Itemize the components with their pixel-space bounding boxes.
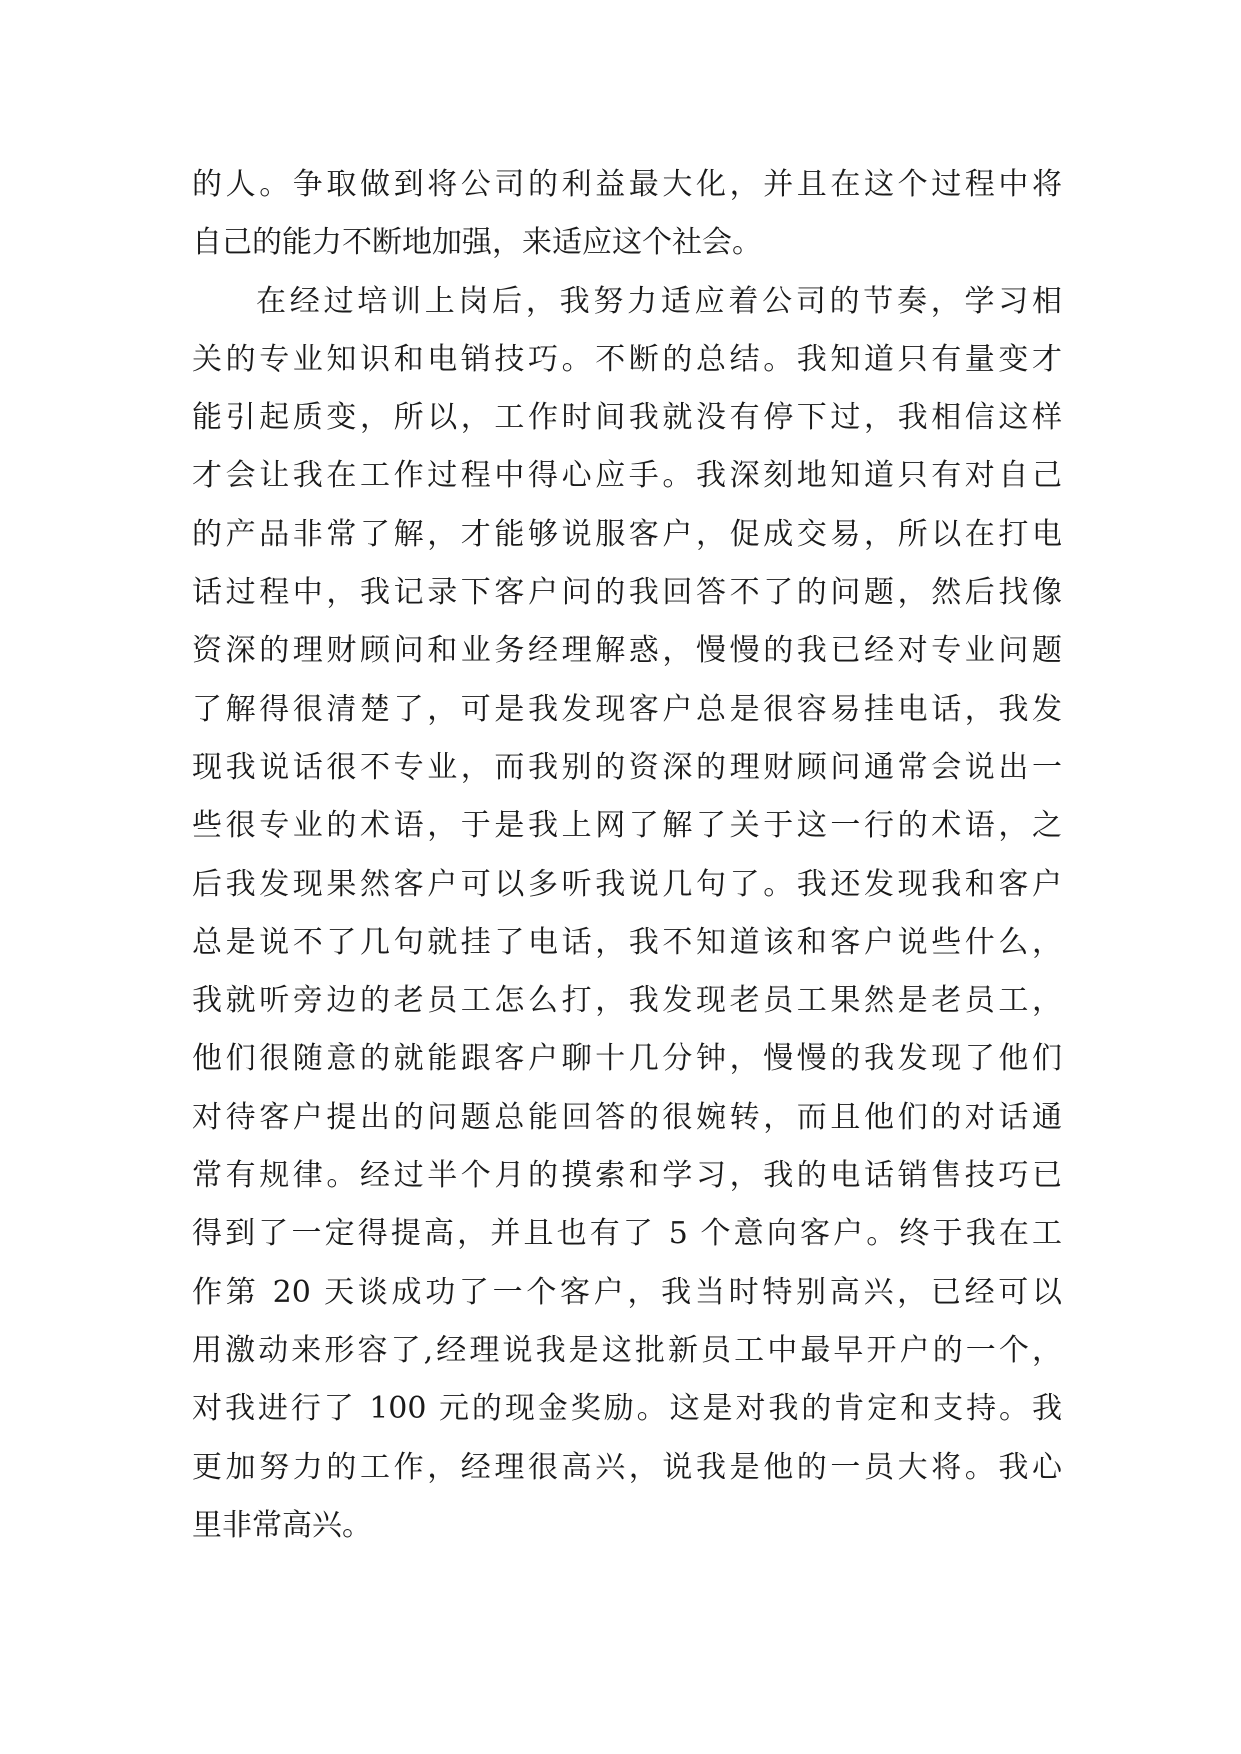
text-line: 作第 20 天谈成功了一个客户，我当时特别高兴，已经可以 <box>192 1274 1062 1310</box>
text-line: 现我说话很不专业，而我别的资深的理财顾问通常会说出一 <box>192 749 1062 785</box>
text-line: 些很专业的术语，于是我上网了解了关于这一行的术语，之 <box>192 808 1062 844</box>
text-line: 总是说不了几句就挂了电话，我不知道该和客户说些什么， <box>192 924 1062 960</box>
text-line: 得到了一定得提高，并且也有了 5 个意向客户。终于我在工 <box>192 1216 1062 1252</box>
paragraph <box>192 273 1062 1556</box>
text-line: 了解得很清楚了，可是我发现客户总是很容易挂电话，我发 <box>192 691 1062 727</box>
text-line: 对我进行了 100 元的现金奖励。这是对我的肯定和支持。我 <box>192 1391 1062 1427</box>
text-line: 自己的能力不断地加强，来适应这个社会。 <box>192 225 762 261</box>
text-line: 在经过培训上岗后，我努力适应着公司的节奏，学习相 <box>256 283 1062 319</box>
text-line: 才会让我在工作过程中得心应手。我深刻地知道只有对自己 <box>192 458 1062 494</box>
text-line: 常有规律。经过半个月的摸索和学习，我的电话销售技巧已 <box>192 1158 1062 1194</box>
text-line: 我就听旁边的老员工怎么打，我发现老员工果然是老员工， <box>192 983 1062 1019</box>
text-line: 能引起质变，所以，工作时间我就没有停下过，我相信这样 <box>192 400 1062 436</box>
document-body <box>192 156 1062 1555</box>
text-line: 后我发现果然客户可以多听我说几句了。我还发现我和客户 <box>192 866 1062 902</box>
text-line: 对待客户提出的问题总能回答的很婉转，而且他们的对话通 <box>192 1099 1062 1135</box>
text-line: 更加努力的工作，经理很高兴，说我是他的一员大将。我心 <box>192 1449 1062 1485</box>
text-line: 的人。争取做到将公司的利益最大化，并且在这个过程中将 <box>192 167 1062 202</box>
text-line: 资深的理财顾问和业务经理解惑，慢慢的我已经对专业问题 <box>192 633 1062 669</box>
text-line: 关的专业知识和电销技巧。不断的总结。我知道只有量变才 <box>192 341 1062 377</box>
text-line: 话过程中，我记录下客户问的我回答不了的问题，然后找像 <box>192 575 1062 611</box>
paragraph <box>192 156 1062 273</box>
text-line: 的产品非常了解，才能够说服客户，促成交易，所以在打电 <box>192 516 1062 552</box>
text-line: 用激动来形容了,经理说我是这批新员工中最早开户的一个， <box>192 1332 1062 1368</box>
text-line: 里非常高兴。 <box>192 1507 372 1543</box>
text-line: 他们很随意的就能跟客户聊十几分钟，慢慢的我发现了他们 <box>192 1041 1062 1077</box>
